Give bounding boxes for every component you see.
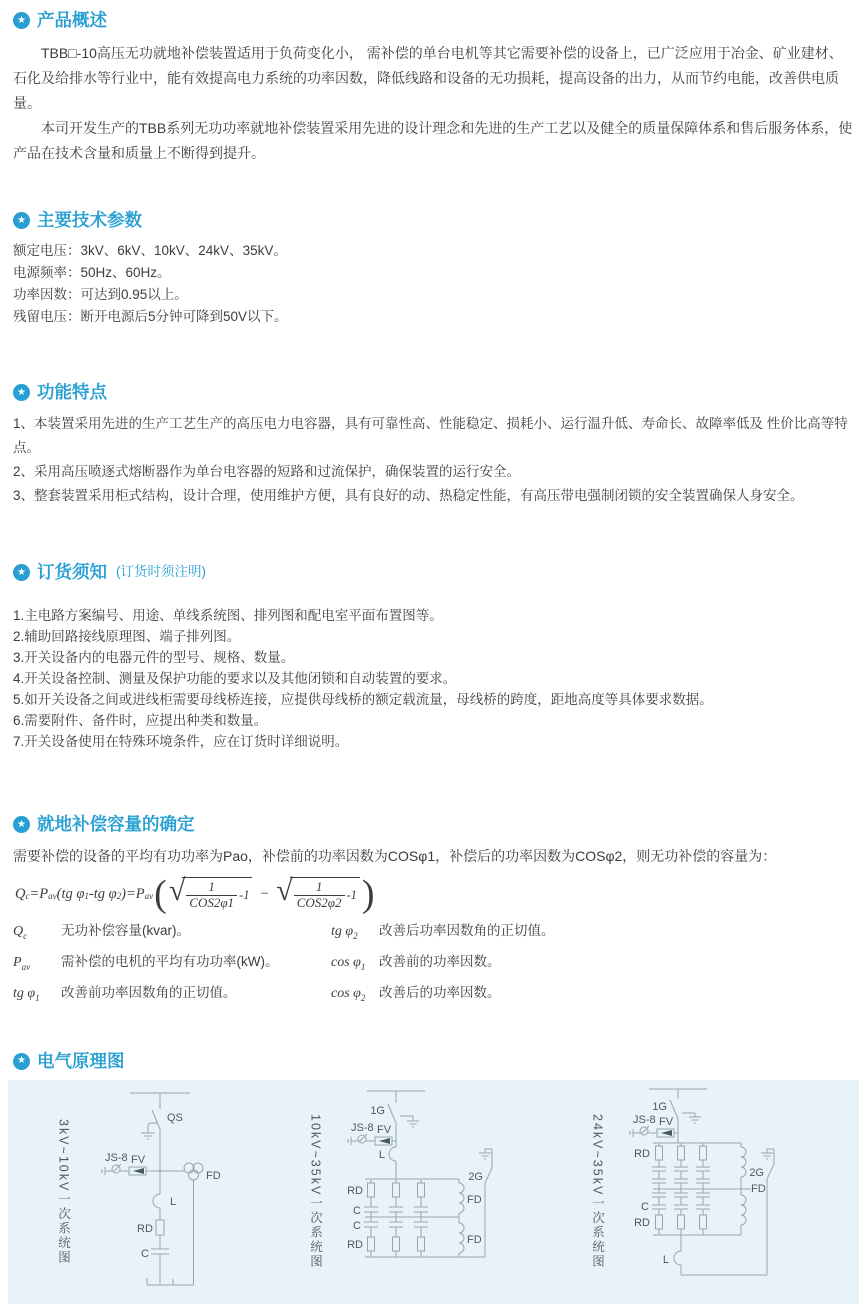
formula-sqrt [276,874,360,911]
formula-token: P [39,885,49,902]
definition-tg1: tg $\varphi_1$ 改善前功率因数角的正切值。 [13,984,237,1003]
star-icon: ★ [13,1053,30,1070]
formula-paren: ) [361,873,375,915]
tech-param-item: 额定电压：3kV、6kV、10kV、24kV、35kV。 [13,243,287,258]
formula-token: )= [121,885,136,902]
schematic-panel [8,1080,859,1304]
section-title: 电气原理图 [37,1050,125,1071]
label-l: L [378,1148,385,1161]
formula-token: 2 [116,890,122,901]
diagram-3kv-10kv [55,1083,249,1301]
star-icon: ★ [13,212,30,229]
star-icon: ★ [13,384,30,401]
ordering-item: 6.需要附件、备件时，应提出种类和数量。 [13,713,268,728]
diagram-side-label: 24kV~35kV一次系统图 [590,1114,605,1269]
circuit-24kv-35kv [619,1083,799,1301]
star-icon: ★ [13,564,30,581]
label-fv: FV [658,1115,673,1128]
formula-token: (tg φ [56,885,85,902]
section-subtitle: (订货时须注明) [116,564,206,580]
label-fd: FD [205,1169,221,1182]
diagram-side-label: 10kV~35kV一次系统图 [308,1114,323,1269]
section-heading-compensation [13,814,854,835]
section-heading-features [13,382,854,403]
star-icon: ★ [13,816,30,833]
section-title: 产品概述 [37,10,107,30]
formula-token: -1 [346,888,357,903]
label-2g: 2G [467,1170,483,1183]
formula-token: = [29,885,40,902]
definition-pav: $P_{av}$ 需补偿的电机的平均有功功率(kW)。 [13,953,279,972]
label-1g: 1G [369,1104,385,1117]
circuit-10kv-35kv [337,1083,517,1301]
formula-token: COS2φ2 [294,895,345,911]
feature-item: 2、采用高压喷逐式熔断器作为单台电容器的短路和过流保护，确保装置的运行安全。 [13,464,521,479]
tech-param-item: 电源频率：50Hz、60Hz。 [13,265,171,280]
ordering-item: 2.辅助回路接线原理图、端子排列图。 [13,629,241,644]
section-title: 就地补偿容量的确定 [37,814,195,834]
section-title: 功能特点 [37,382,107,402]
overview-paragraph: 本司开发生产的TBB系列无功功率就地补偿装置采用先进的设计理念和先进的生产工艺以及健全的质量保障体系和售后服务体系，使产品在技术含量和质量上不断得到提升。 [13,120,853,161]
label-js8: JS-8 [350,1121,374,1134]
ordering-item: 3.开关设备内的电器元件的型号、规格、数量。 [13,650,295,665]
section-title: 订货须知 [37,562,107,582]
section-schematic [13,1051,854,1304]
label-2g: 2G [748,1166,764,1179]
section-heading-schematic [13,1051,854,1072]
label-js8: JS-8 [632,1113,656,1126]
formula-token: 1 [208,879,215,895]
formula-paren: ( [154,873,167,915]
section-heading-tech [13,210,854,231]
feature-item: 1、本装置采用先进的生产工艺生产的高压电力电容器，具有可靠性高、性能稳定、损耗小、运行温升低、寿命长、故障率低及 性价比高等特点。 [13,416,848,455]
radical-icon: √ [168,874,186,908]
formula-token: 1 [84,890,89,901]
label-fd: FD [466,1193,482,1206]
formula-token: -tg φ [88,885,117,902]
label-rd: RD [136,1222,153,1235]
ordering-item: 5.如开关设备之间或进线柜需要母线桥连接，应提供母线桥的额定载流量，母线桥的跨度，距地高度等具体要求数据。 [13,692,713,707]
formula-token: 1 [315,879,323,895]
diagram-10kv-35kv [307,1083,531,1301]
section-heading-ordering [13,562,854,583]
section-title: 主要技术参数 [37,210,142,230]
tech-param-item: 功率因数：可达到0.95以上。 [13,287,188,302]
formula-token: P [135,885,145,902]
section-product-overview [13,10,854,166]
label-fv: FV [130,1153,145,1166]
definition-qc: $Q_c$ 无功补偿容量(kvar)。 [13,923,190,941]
formula-token: Q [15,885,26,902]
formula-token: COS2φ1 [186,895,237,911]
label-c: C [352,1219,361,1232]
definition-cos1: $\cos \varphi_1$ 改善前的功率因数。 [331,953,501,972]
definition-tg2: tg $\varphi_2$ 改善后功率因数角的正切值。 [331,923,555,941]
star-icon: ★ [13,12,30,29]
label-rd: RD [346,1238,363,1251]
circuit-3kv-10kv [85,1083,235,1301]
label-rd: RD [633,1216,650,1229]
ordering-item: 1.主电路方案编号、用途、单线系统图、排列图和配电室平面布置图等。 [13,608,443,623]
label-c: C [640,1200,649,1213]
formula-token: av [144,890,154,901]
formula-definitions [13,919,854,1002]
definition-cos2: $\cos \varphi_2$ 改善后的功率因数。 [331,984,501,1003]
label-fv: FV [376,1123,391,1136]
section-tech-params [13,210,854,328]
overview-paragraph: TBB□-10高压无功就地补偿装置适用于负荷变化小， 需补偿的单台电机等其它需要补偿的设备上，已广泛应用于冶金、矿业建材、石化及给排水等行业中，能有效提高电力系统的功率因数，降低线路和设备的无功损耗，提高设备的出力，从而节约电能，改善供电质量。 [13,45,843,111]
label-c: C [352,1204,361,1217]
ordering-item: 4.开关设备控制、测量及保护功能的要求以及其他闭锁和自动装置的要求。 [13,671,457,686]
label-l: L [662,1253,669,1266]
formula-token: − [259,885,270,902]
label-c: C [140,1247,149,1260]
label-1g: 1G [651,1100,667,1113]
formula-token: c [25,890,30,901]
compensation-formula [15,873,854,915]
feature-item: 3、整套装置采用柜式结构，设计合理，使用维护方便，具有良好的动、热稳定性能，有高压带电强制闭锁的安全装置确保人身安全。 [13,488,804,503]
ordering-item: 7.开关设备使用在特殊环境条件，应在订货时详细说明。 [13,734,349,749]
compensation-intro: 需要补偿的设备的平均有功功率为Pao，补偿前的功率因数为COSφ1，补偿后的功率因数为COSφ2，则无功补偿的容量为： [13,848,777,864]
label-rd: RD [346,1184,363,1197]
formula-sqrt [168,874,253,911]
label-js8: JS-8 [104,1151,128,1164]
label-qs: QS [166,1111,183,1124]
formula-token: av [48,890,57,901]
section-compensation [13,814,854,1003]
section-ordering-notes [13,562,854,752]
radical-icon: √ [276,874,293,908]
tech-param-item: 残留电压：断开电源后5分钟可降到50V以下。 [13,309,288,324]
section-heading-overview [13,10,854,31]
label-l: L [169,1195,176,1208]
label-rd: RD [633,1147,650,1160]
diagram-24kv-35kv [589,1083,813,1301]
diagram-side-label: 3kV~10kV一次系统图 [56,1118,71,1265]
label-fd: FD [750,1182,766,1195]
formula-token: -1 [239,888,250,903]
section-features [13,382,854,508]
label-fd: FD [466,1233,482,1246]
